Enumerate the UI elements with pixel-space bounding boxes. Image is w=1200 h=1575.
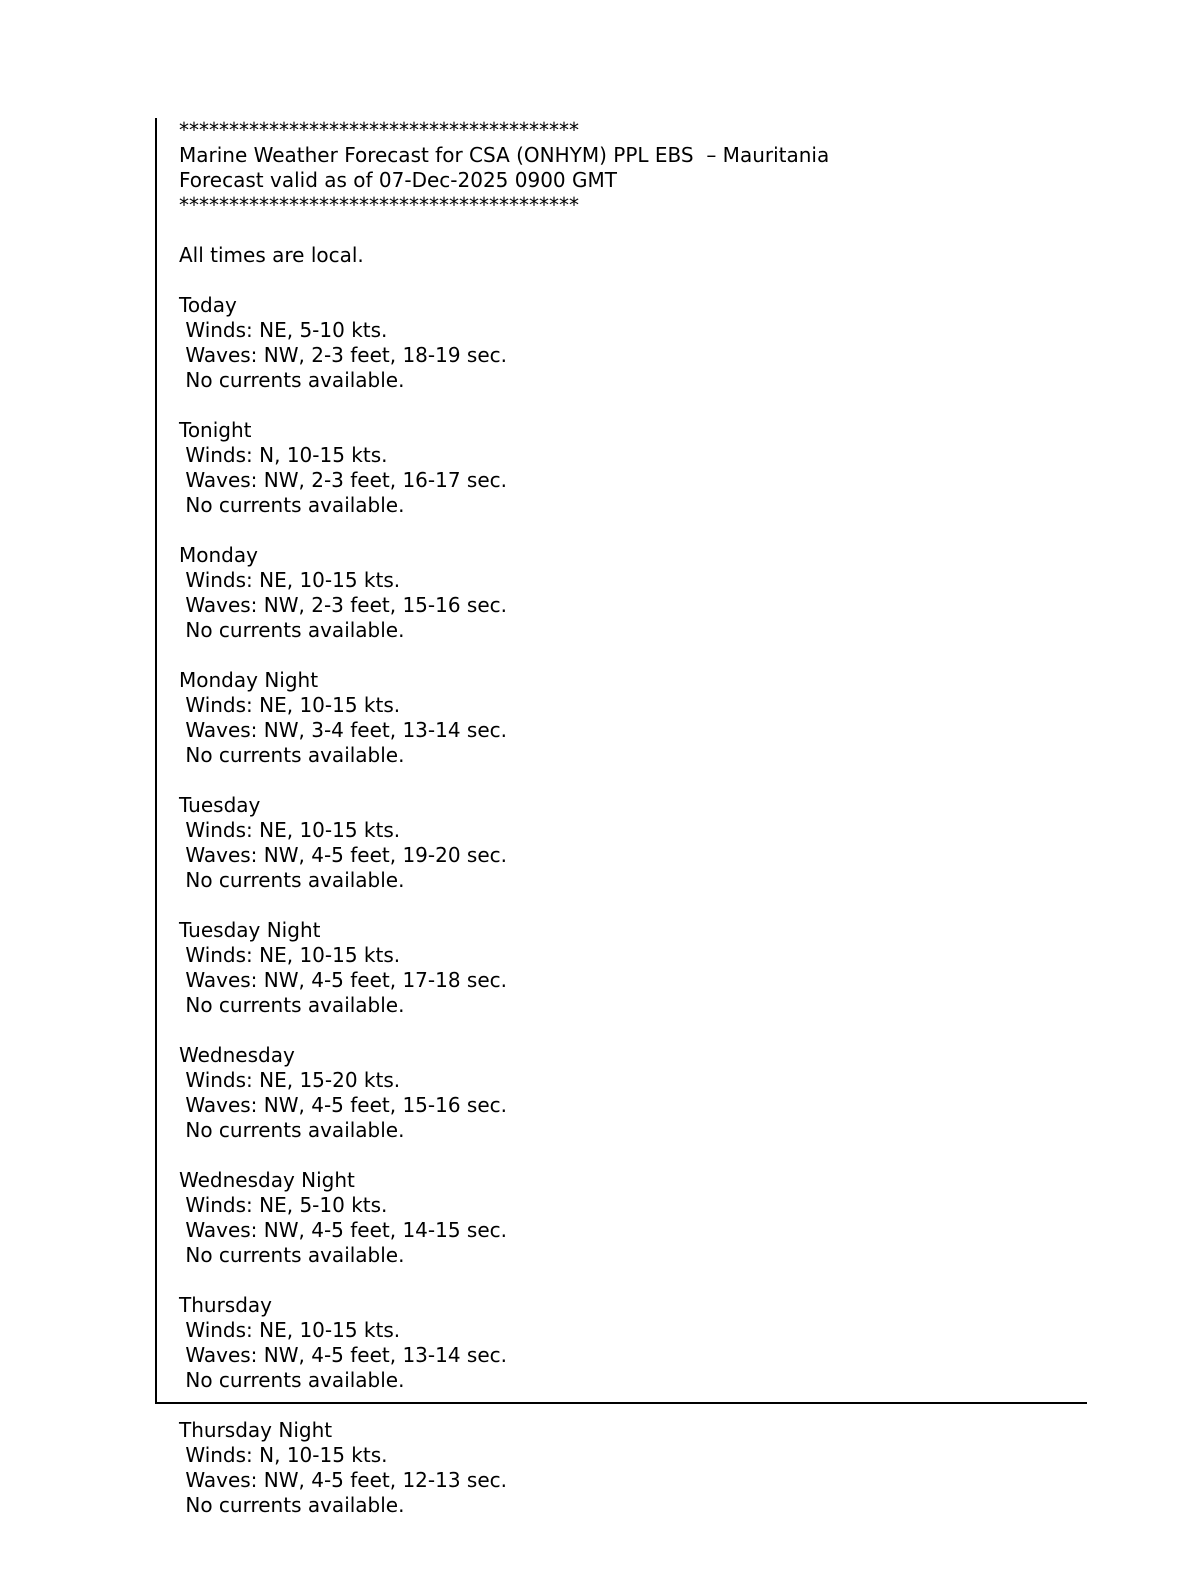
currents-line: No currents available. (179, 368, 405, 392)
winds-line: Winds: N, 10-15 kts. (179, 1443, 388, 1467)
section-heading: Tuesday Night (179, 918, 321, 942)
section-heading: Monday Night (179, 668, 319, 692)
forecast-continuation (155, 1418, 1100, 1518)
section-heading: Wednesday Night (179, 1168, 355, 1192)
waves-line: Waves: NW, 4-5 feet, 14-15 sec. (179, 1218, 507, 1242)
forecast-section-today (179, 293, 1077, 393)
currents-line: No currents available. (179, 1118, 405, 1142)
forecast-section-tonight (179, 418, 1077, 518)
section-heading: Tuesday (179, 793, 261, 817)
section-heading: Wednesday (179, 1043, 295, 1067)
forecast-section-monday-night (179, 668, 1077, 768)
winds-line: Winds: NE, 5-10 kts. (179, 318, 388, 342)
forecast-section-wednesday (179, 1043, 1077, 1143)
waves-line: Waves: NW, 2-3 feet, 15-16 sec. (179, 593, 507, 617)
winds-line: Winds: NE, 10-15 kts. (179, 1318, 401, 1342)
section-heading: Monday (179, 543, 258, 567)
section-heading: Today (179, 293, 237, 317)
section-heading: Tonight (179, 418, 252, 442)
waves-line: Waves: NW, 4-5 feet, 17-18 sec. (179, 968, 507, 992)
waves-line: Waves: NW, 4-5 feet, 15-16 sec. (179, 1093, 507, 1117)
forecast-section-tuesday-night (179, 918, 1077, 1018)
forecast-section-thursday-night (179, 1418, 1100, 1518)
waves-line: Waves: NW, 3-4 feet, 13-14 sec. (179, 718, 507, 742)
divider-line-top: **************************************** (179, 118, 579, 142)
winds-line: Winds: NE, 10-15 kts. (179, 818, 401, 842)
waves-line: Waves: NW, 4-5 feet, 19-20 sec. (179, 843, 507, 867)
winds-line: Winds: N, 10-15 kts. (179, 443, 388, 467)
currents-line: No currents available. (179, 493, 405, 517)
winds-line: Winds: NE, 15-20 kts. (179, 1068, 401, 1092)
section-heading: Thursday Night (179, 1418, 333, 1442)
waves-line: Waves: NW, 2-3 feet, 16-17 sec. (179, 468, 507, 492)
currents-line: No currents available. (179, 743, 405, 767)
currents-line: No currents available. (179, 618, 405, 642)
waves-line: Waves: NW, 4-5 feet, 13-14 sec. (179, 1343, 507, 1367)
forecast-section-tuesday (179, 793, 1077, 893)
waves-line: Waves: NW, 2-3 feet, 18-19 sec. (179, 343, 507, 367)
currents-line: No currents available. (179, 868, 405, 892)
forecast-bordered-cell (155, 118, 1087, 1404)
currents-line: No currents available. (179, 1243, 405, 1267)
local-times-note: All times are local. (179, 243, 364, 267)
forecast-section-monday (179, 543, 1077, 643)
section-heading: Thursday (179, 1293, 272, 1317)
currents-line: No currents available. (179, 1368, 405, 1392)
winds-line: Winds: NE, 10-15 kts. (179, 943, 401, 967)
waves-line: Waves: NW, 4-5 feet, 12-13 sec. (179, 1468, 507, 1492)
forecast-section-wednesday-night (179, 1168, 1077, 1268)
forecast-valid-line: Forecast valid as of 07-Dec-2025 0900 GMT (179, 168, 617, 192)
forecast-section-thursday (179, 1293, 1077, 1393)
winds-line: Winds: NE, 10-15 kts. (179, 568, 401, 592)
winds-line: Winds: NE, 10-15 kts. (179, 693, 401, 717)
currents-line: No currents available. (179, 993, 405, 1017)
divider-line-bottom: **************************************** (179, 193, 579, 217)
currents-line: No currents available. (179, 1493, 405, 1517)
forecast-title: Marine Weather Forecast for CSA (ONHYM) PPL EBS – Mauritania (179, 143, 830, 167)
winds-line: Winds: NE, 5-10 kts. (179, 1193, 388, 1217)
